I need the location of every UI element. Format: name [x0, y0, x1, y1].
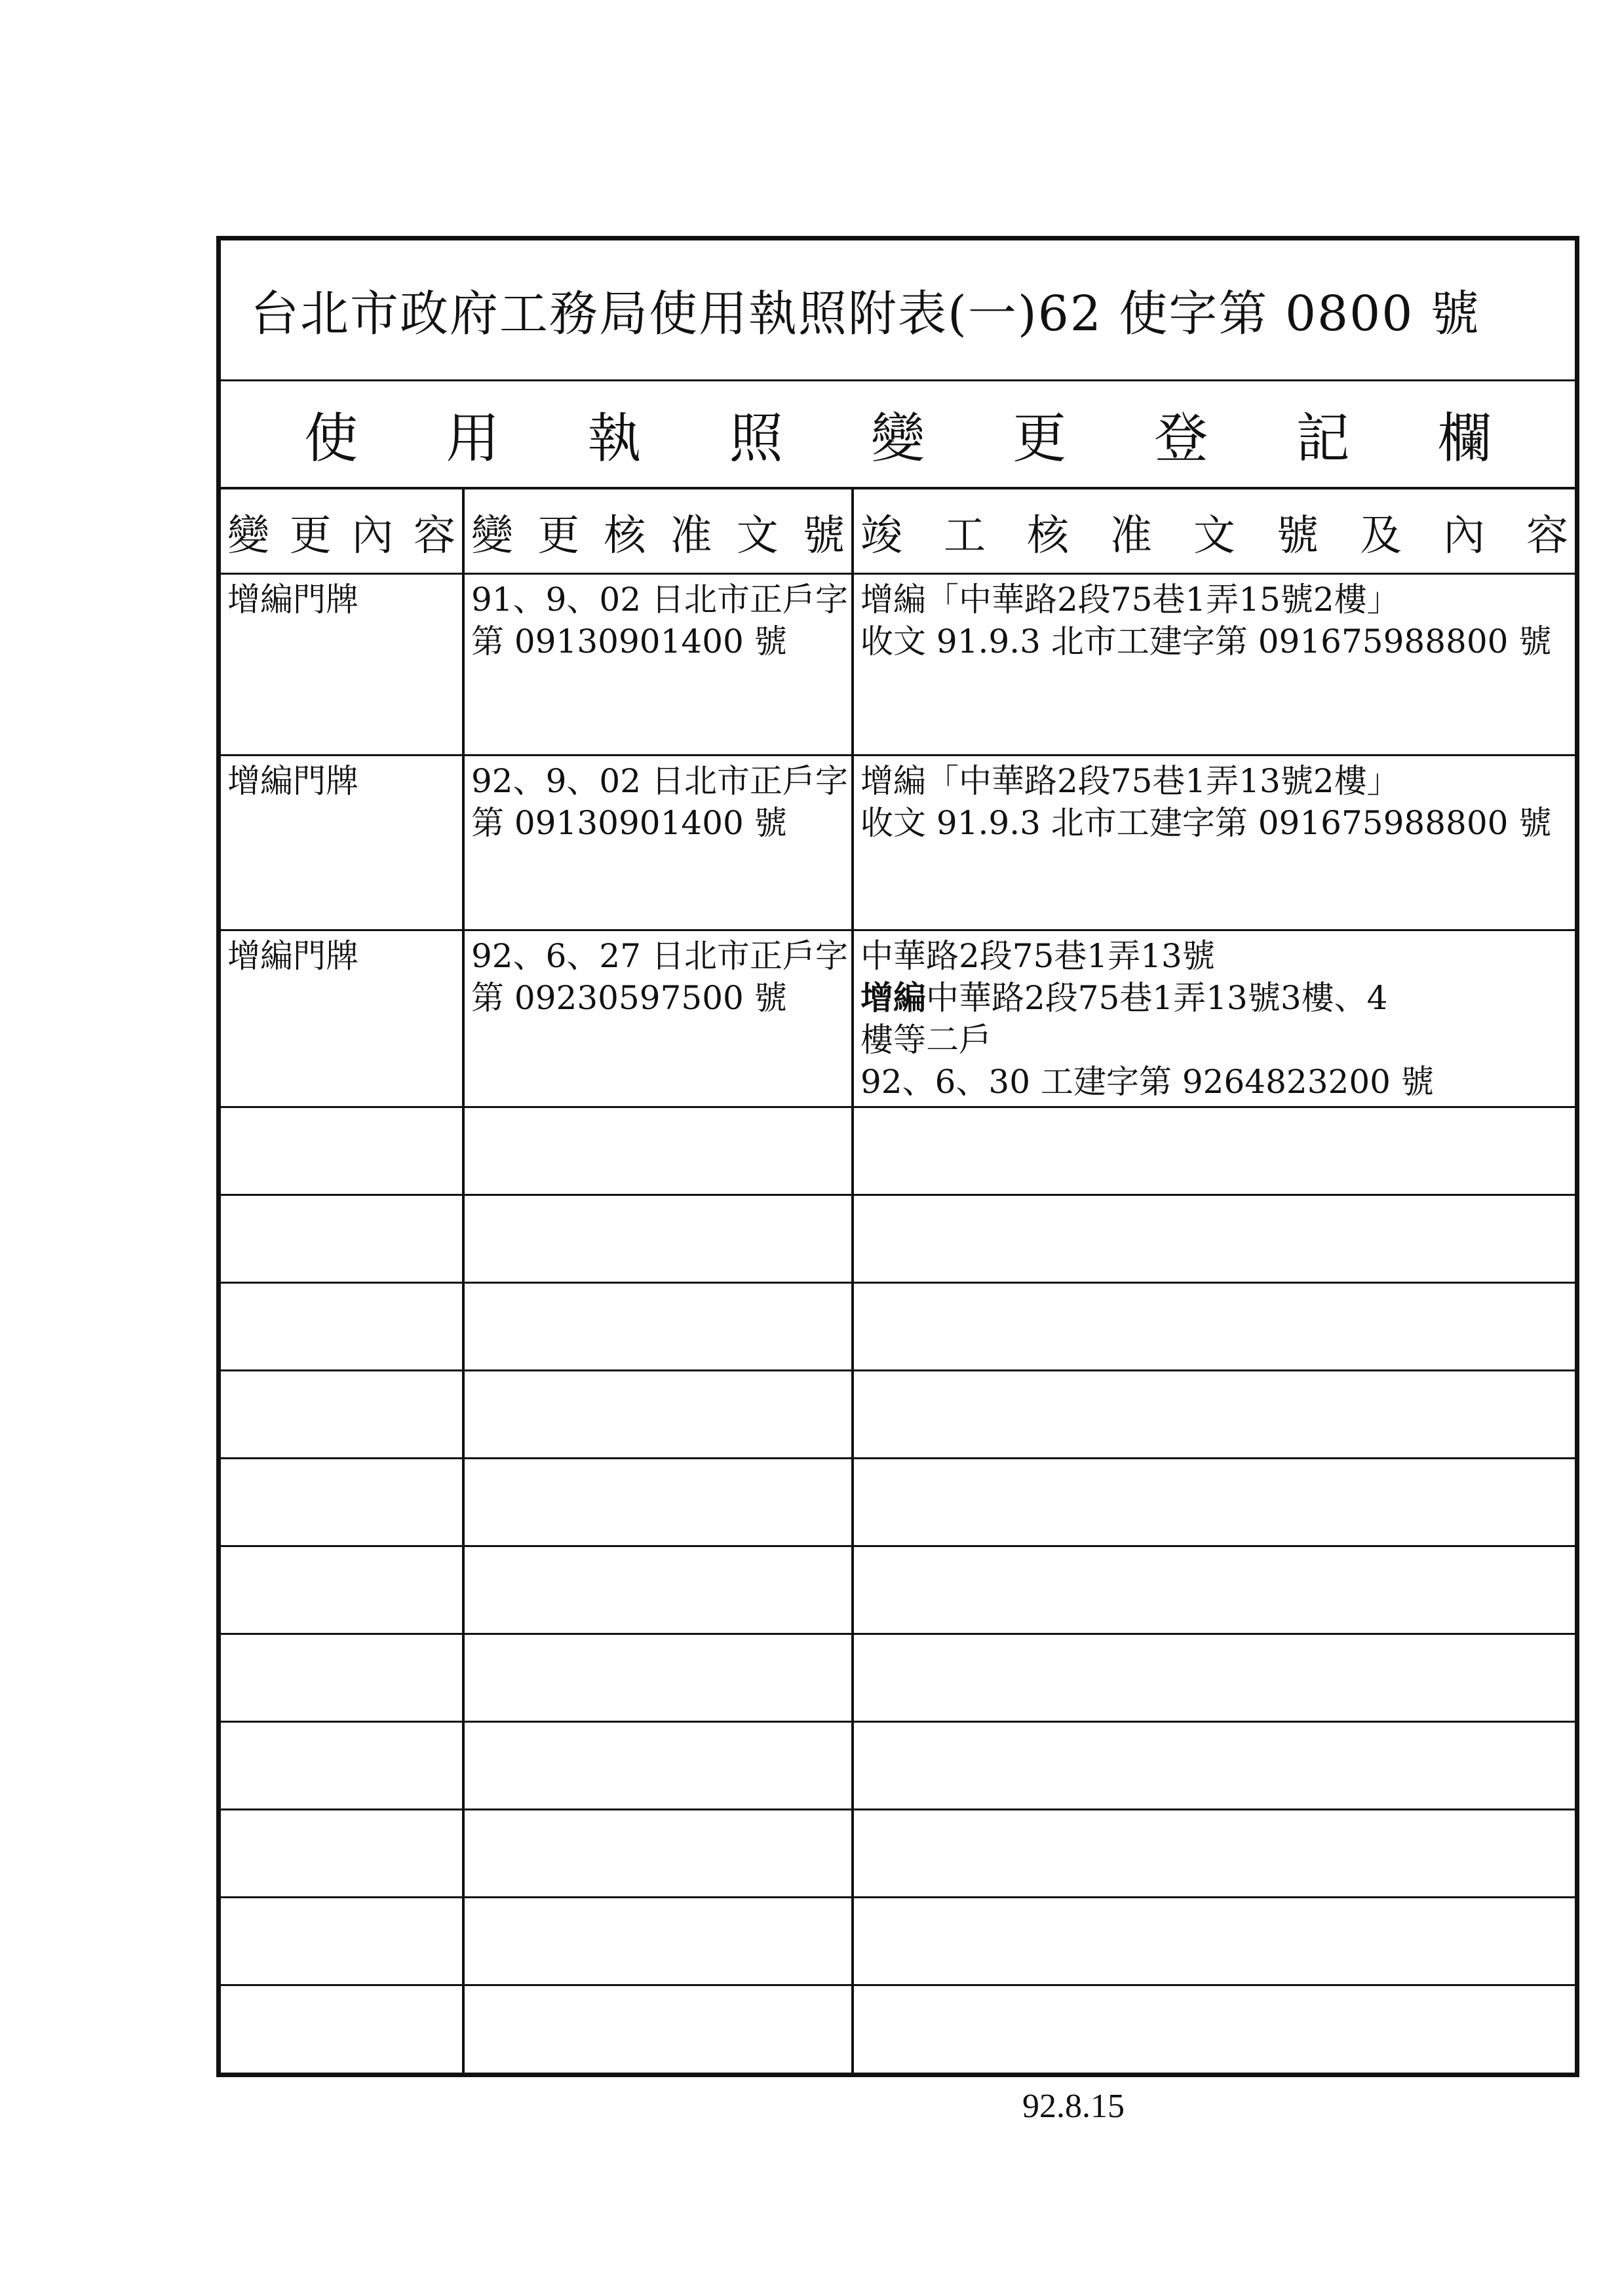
section-heading-char: 執 — [587, 408, 642, 470]
empty-table-row — [221, 1810, 1575, 1898]
approval-number-cell: 92、9、02 日北市正戶字 第 09130901400 號 — [471, 762, 848, 842]
column-header-change-content: 變 更 內 容 — [227, 512, 455, 560]
table-row — [221, 931, 1575, 1108]
section-heading — [221, 381, 1575, 489]
register-grid — [221, 489, 1575, 2073]
title-row — [221, 240, 1575, 381]
change-content-cell: 增編門牌 — [227, 581, 358, 619]
column-header-row — [221, 489, 1575, 575]
empty-table-row — [221, 1196, 1575, 1284]
section-heading-char: 照 — [729, 408, 783, 470]
empty-table-row — [221, 1459, 1575, 1547]
change-content-cell: 增編門牌 — [227, 762, 358, 800]
section-heading-char: 使 — [304, 408, 358, 470]
approval-number-cell: 92、6、27 日北市正戶字 第 09230597500 號 — [471, 937, 848, 1017]
table-row — [221, 756, 1575, 931]
table-row — [221, 575, 1575, 756]
empty-table-row — [221, 1371, 1575, 1459]
column-header-completion-approval: 竣 工 核 准 文 號 及 內 容 — [860, 512, 1568, 560]
section-heading-char: 用 — [446, 408, 500, 470]
empty-table-row — [221, 1986, 1575, 2074]
completion-approval-cell: 增編「中華路2段75巷1弄15號2樓」 收文 91.9.3 北市工建字第 091675988800 號 — [860, 581, 1552, 660]
approval-number-cell: 91、9、02 日北市正戶字 第 09130901400 號 — [471, 581, 848, 660]
completion-approval-cell: 增編「中華路2段75巷1弄13號2樓」 收文 91.9.3 北市工建字第 091675988800 號 — [860, 762, 1552, 842]
section-heading-char: 欄 — [1437, 408, 1492, 470]
section-heading-char: 變 — [870, 408, 925, 470]
footer-date: 92.8.15 — [1022, 2088, 1125, 2125]
column-header-change-approval-no: 變 更 核 准 文 號 — [471, 512, 845, 560]
empty-table-row — [221, 1898, 1575, 1986]
section-heading-char: 更 — [1013, 408, 1067, 470]
document-title: 台北市政府工務局使用執照附表(一)62 使字第 0800 號 — [250, 286, 1480, 342]
completion-approval-cell: 中華路2段75巷1弄13號 增編中華路2段75巷1弄13號3樓、4 樓等二戶 92、6、30 工建字第 9264823200 號 — [860, 937, 1434, 1101]
change-content-cell: 增編門牌 — [227, 937, 358, 975]
empty-table-row — [221, 1547, 1575, 1635]
section-heading-char: 記 — [1296, 408, 1350, 470]
empty-table-row — [221, 1284, 1575, 1371]
empty-table-row — [221, 1108, 1575, 1196]
empty-table-row — [221, 1723, 1575, 1810]
usage-permit-attachment-table — [216, 236, 1579, 2077]
section-heading-char: 登 — [1154, 408, 1208, 470]
empty-table-row — [221, 1635, 1575, 1723]
